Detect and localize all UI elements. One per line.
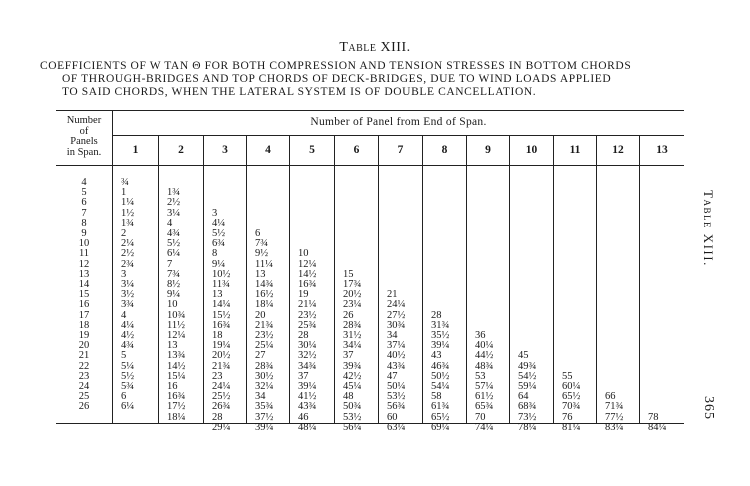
panel-count: 8 [81,217,87,229]
coefficient-value: 6¾ [212,238,226,250]
column-rule [509,136,510,423]
coefficient-value: 39¼ [431,340,450,352]
coefficient-value: 32¼ [255,381,274,393]
coefficient-value: 19 [298,289,309,301]
panel-count: 25 [78,391,90,403]
coefficient-value: 59¼ [518,381,537,392]
coefficient-value: 45 [518,350,529,362]
panel-number-header: Number of Panel from End of Span. [113,111,684,136]
coefficient-value: 61½ [475,391,494,403]
coefficient-value: 66 [605,391,616,403]
coefficient-value: 21 [387,289,398,301]
coefficient-value: 47 [387,370,398,382]
coefficient-value: 19¼ [212,340,231,352]
coefficient-value: 53½ [387,391,406,403]
coefficient-value: 14½ [298,268,317,280]
coefficient-value: 16¾ [298,279,317,290]
panel-column-header: 13 [656,144,668,156]
coefficient-value: 44½ [475,350,494,362]
coefficient-value: 8½ [167,279,181,291]
coefficient-value: 6 [121,391,127,403]
column-rule [466,136,467,423]
coefficient-value: 31¾ [431,319,450,331]
coefficient-value: 16½ [255,289,274,301]
coefficient-value: 35½ [431,330,450,341]
panel-column-header: 11 [554,136,597,165]
panel-column-header: 9 [467,136,510,165]
coefficient-value: 7¾ [255,238,269,250]
coefficient-value: 55 [562,370,573,382]
panel-column-values [518,351,536,433]
coefficient-value: 37 [343,350,354,362]
coefficient-value: 46¾ [431,360,450,372]
coefficient-value: 5¼ [121,360,135,372]
coefficient-value: 76 [562,411,573,423]
panel-column-values [605,392,623,433]
coefficient-value: 20½ [212,350,231,362]
coefficient-value: 11½ [167,319,185,331]
panel-count: 23 [78,370,90,382]
coefficient-value: 16¾ [212,319,231,331]
coefficient-value: 43¾ [387,360,406,372]
coefficient-value: 20 [255,309,266,321]
coefficient-value: 60¼ [562,381,581,392]
coefficient-value: 34 [255,391,266,403]
panel-count: 5 [81,187,87,199]
panel-column-header: 6 [335,136,379,165]
coefficient-value: 56¼ [343,421,362,433]
panel-count: 9 [81,228,87,240]
coefficient-value: 28 [212,411,223,423]
coefficient-value: 53 [475,370,486,382]
coefficient-value: 28 [431,309,442,321]
coefficient-value: 21¾ [255,319,274,331]
coefficient-value: 5 [121,350,127,362]
coefficient-value: 48¾ [475,360,494,372]
panel-count: 17 [78,309,90,321]
coefficient-value: 1¾ [121,217,135,229]
coefficient-value: 9¼ [167,289,181,301]
coefficient-value: 37½ [255,411,274,423]
coefficient-value: 48 [343,391,354,403]
coefficient-value: 65½ [562,391,581,403]
coefficient-value: 4¼ [121,319,135,331]
coefficient-value: 6¼ [121,401,135,413]
coefficient-value: 46 [298,411,309,423]
coefficient-value: 50½ [431,370,450,382]
coefficient-value: 1 [121,187,127,199]
coefficient-value: 23¼ [343,299,362,311]
column-rule [378,136,379,423]
coefficient-value: 34 [387,330,398,341]
coefficient-value: 31½ [343,330,362,342]
coefficient-value: 15¼ [167,370,186,382]
coefficient-value: 60 [387,411,398,423]
coefficient-value: 21¼ [298,299,317,311]
panel-column-header: 4 [247,136,290,165]
panel-column-header: 5 [290,136,335,165]
coefficient-value: 27 [255,350,266,362]
coefficient-value: 4¼ [212,217,226,229]
panel-count: 6 [81,197,87,209]
coefficient-value: 16 [167,381,178,393]
coefficient-value: 13¾ [167,350,186,362]
coefficient-value: 28¾ [343,319,362,331]
coefficient-value: 9¼ [212,258,226,270]
coefficient-value: 30¼ [298,340,317,352]
column-rule [203,136,204,423]
coefficient-value: 65½ [431,411,450,423]
panel-count: 15 [78,289,90,301]
panel-count: 13 [78,268,90,280]
coefficient-value: 6¼ [167,248,181,260]
panels-header-line: Number [66,115,102,126]
coefficient-value: 24¼ [387,299,406,311]
coefficient-value: 4½ [121,330,135,342]
coefficient-value: 11¾ [212,279,230,291]
coefficient-value: 9½ [255,248,269,260]
panel-column-values [298,249,316,433]
panel-count: 22 [78,360,90,372]
coefficient-value: 4¾ [121,340,135,352]
coefficient-value: 70¾ [562,401,581,413]
table-title: Table XIII. [339,40,411,55]
coefficient-value: 14¼ [212,299,231,311]
panel-count: 4 [81,177,87,188]
coefficient-value: 16¾ [167,391,186,403]
panel-column-header: 1 [113,136,159,165]
panel-column-values [167,188,185,423]
coefficient-value: 56¾ [387,401,406,413]
panel-count: 16 [78,299,90,311]
coefficient-value: 74¼ [475,421,494,433]
coefficient-value: 30¾ [387,319,406,331]
coefficient-value: 15½ [212,309,231,321]
panel-column-values [387,290,405,433]
coefficient-value: 48¼ [298,421,317,433]
coefficient-value: 36 [475,330,486,341]
caption-line-2: OF THROUGH-BRIDGES AND TOP CHORDS OF DECK-BRIDGES, DUE TO WIND LOADS APPLIED [62,73,612,85]
coefficient-value: 3½ [121,289,135,301]
coefficient-value: 53½ [343,411,362,423]
panel-column-values [343,270,361,433]
coefficient-value: 3¼ [121,279,135,291]
coefficient-value: 84¼ [648,421,667,433]
coefficient-value: 12¼ [298,258,317,270]
panel-count: 26 [78,401,90,413]
coefficient-value: 23½ [298,309,317,321]
coefficient-value: 73½ [518,411,537,423]
coefficient-value: 1¼ [121,197,135,209]
coefficient-value: 10 [167,299,178,311]
panels-header-line: of [79,125,89,137]
panel-count: 19 [78,330,90,342]
coefficient-value: 42½ [343,370,362,382]
coefficient-value: 14½ [167,360,186,372]
coefficient-value: 1½ [121,207,135,219]
coefficient-value: 34¼ [343,340,362,352]
panel-column-values [475,331,493,433]
coefficient-value: 78 [648,411,659,423]
coefficient-value: 3 [121,268,127,280]
coefficient-value: 54½ [518,370,537,382]
panel-count: 14 [78,279,90,291]
panel-column-header: 7 [379,136,423,165]
coefficient-value: ¾ [121,177,129,188]
coefficient-value: 14¾ [255,279,274,291]
coefficient-value: 13 [167,340,178,352]
panels-header-line: Panels [70,136,98,147]
coefficient-value: 4¾ [167,228,181,239]
coefficient-value: 11¼ [255,258,273,270]
coefficient-value: 69¼ [431,421,450,433]
coefficient-value: 43 [431,350,442,362]
coefficient-value: 43¾ [298,401,317,413]
coefficient-value: 50¾ [343,401,362,413]
panel-count: 12 [78,258,90,270]
column-rule [422,136,423,423]
coefficient-value: 61¾ [431,401,450,413]
coefficient-value: 39¼ [298,381,317,393]
coefficient-value: 37¼ [387,340,406,352]
coefficient-value: 39¾ [343,360,362,372]
side-running-title: Table XIII. [701,190,716,267]
coefficient-value: 5½ [167,238,181,250]
column-rule [596,136,597,423]
coefficient-value: 57¼ [475,381,494,393]
coefficient-value: 2¼ [121,238,135,250]
column-rule [334,136,335,423]
coefficient-value: 20½ [343,289,362,301]
coefficient-value: 65¾ [475,401,494,413]
coefficient-value: 49¾ [518,360,537,372]
header-rule [56,165,684,166]
coefficient-value: 12¼ [167,330,186,342]
table-caption [40,60,700,99]
coefficient-value: 6 [255,228,261,239]
panel-column-values [255,229,273,433]
column-rule [639,136,640,423]
panels-column [56,178,112,413]
coefficient-value: 39¼ [255,421,274,433]
coefficient-value: 29¼ [212,421,231,433]
coefficient-value: 2¾ [121,258,135,270]
panel-count: 18 [78,319,90,331]
panel-count: 10 [78,238,90,250]
coefficient-value: 25¾ [298,319,317,331]
coefficient-value: 68¾ [518,401,537,413]
column-rule [289,136,290,423]
coefficient-value: 21¾ [212,360,231,372]
page-number: 365 [701,396,716,420]
coefficient-value: 25¼ [255,340,274,352]
coefficient-value: 18¼ [167,411,186,423]
panel-count: 20 [78,340,90,352]
coefficient-value: 28 [298,330,309,342]
coefficient-value: 24¼ [212,381,231,393]
coefficient-value: 26¾ [212,401,231,413]
panel-count: 11 [78,248,90,260]
coefficient-value: 26 [343,309,354,321]
coefficient-value: 2½ [121,248,135,260]
coefficient-value: 64 [518,391,529,403]
panel-column-values [562,372,580,433]
column-rule [553,136,554,423]
coefficient-value: 25½ [212,391,231,403]
coefficient-value: 50¼ [387,381,406,393]
coefficient-value: 17½ [167,401,186,413]
coefficient-value: 13 [212,289,223,301]
panel-column-values [212,209,230,433]
coefficient-value: 28¾ [255,360,274,372]
coefficient-value: 18¼ [255,299,274,311]
coefficient-value: 1¾ [167,187,181,199]
panel-column-values [648,413,666,433]
coefficient-value: 17¾ [343,279,362,290]
coefficient-value: 35¾ [255,401,274,413]
coefficient-value: 10 [298,248,309,260]
coefficient-value: 37 [298,370,309,382]
coefficient-value: 2 [121,228,127,240]
coefficient-value: 30½ [255,370,274,382]
column-rule [246,136,247,423]
coefficient-value: 58 [431,391,442,403]
coefficient-value: 81¼ [562,421,581,433]
coefficient-value: 13 [255,268,266,280]
column-rule [158,136,159,423]
coefficient-value: 7 [167,258,173,270]
panel-column-values [121,178,134,413]
panel-column-header: 10 [510,136,554,165]
panel-column-values [431,311,449,433]
coefficient-value: 3¾ [121,299,135,311]
panel-column-header: 8 [423,136,467,165]
panel-column-header: 3 [204,136,247,165]
panel-count: 21 [78,350,90,362]
coefficient-value: 45¼ [343,381,362,393]
coefficient-value: 71¾ [605,401,624,413]
coefficient-value: 41½ [298,391,317,403]
panel-column-header: 2 [159,136,204,165]
coefficient-value: 3 [212,207,218,219]
coefficient-value: 4 [121,309,127,321]
coefficient-value: 10½ [212,268,231,280]
panel-count: 24 [78,381,90,393]
panels-header [56,111,113,165]
coefficient-value: 5¾ [121,381,135,393]
coefficient-value: 7¾ [167,268,181,280]
coefficient-value: 15 [343,268,354,280]
coefficient-value: 77½ [605,411,624,423]
coefficient-table [56,110,684,433]
caption-line-3: TO SAID CHORDS, WHEN THE LATERAL SYSTEM IS OF DOUBLE CANCELLATION. [62,86,537,98]
coefficient-value: 10¾ [167,309,186,321]
coefficient-value: 70 [475,411,486,423]
coefficient-value: 5½ [121,370,135,382]
coefficient-value: 23 [212,370,223,382]
coefficient-value: 3¼ [167,207,181,219]
coefficient-value: 40½ [387,350,406,362]
coefficient-value: 18 [212,330,223,342]
coefficient-value: 32½ [298,350,317,362]
panel-column-header: 12 [597,136,640,165]
coefficient-value: 34¾ [298,360,317,372]
coefficient-value: 78¼ [518,421,537,433]
coefficient-value: 23½ [255,330,274,342]
coefficient-value: 83¼ [605,421,624,433]
coefficient-value: 27½ [387,309,406,321]
coefficient-value: 8 [212,248,218,260]
coefficient-value: 4 [167,217,173,229]
panel-count: 7 [81,207,87,219]
coefficient-value: 2½ [167,197,181,209]
panels-header-line: in Span. [66,146,102,158]
coefficient-value: 5½ [212,228,226,239]
coefficient-value: 54¼ [431,381,450,393]
caption-line-1: COEFFICIENTS OF W TAN Θ FOR BOTH COMPRESSION AND TENSION STRESSES IN BOTTOM CHORDS [40,60,632,72]
coefficient-value: 40¼ [475,340,494,352]
coefficient-value: 63¼ [387,421,406,433]
